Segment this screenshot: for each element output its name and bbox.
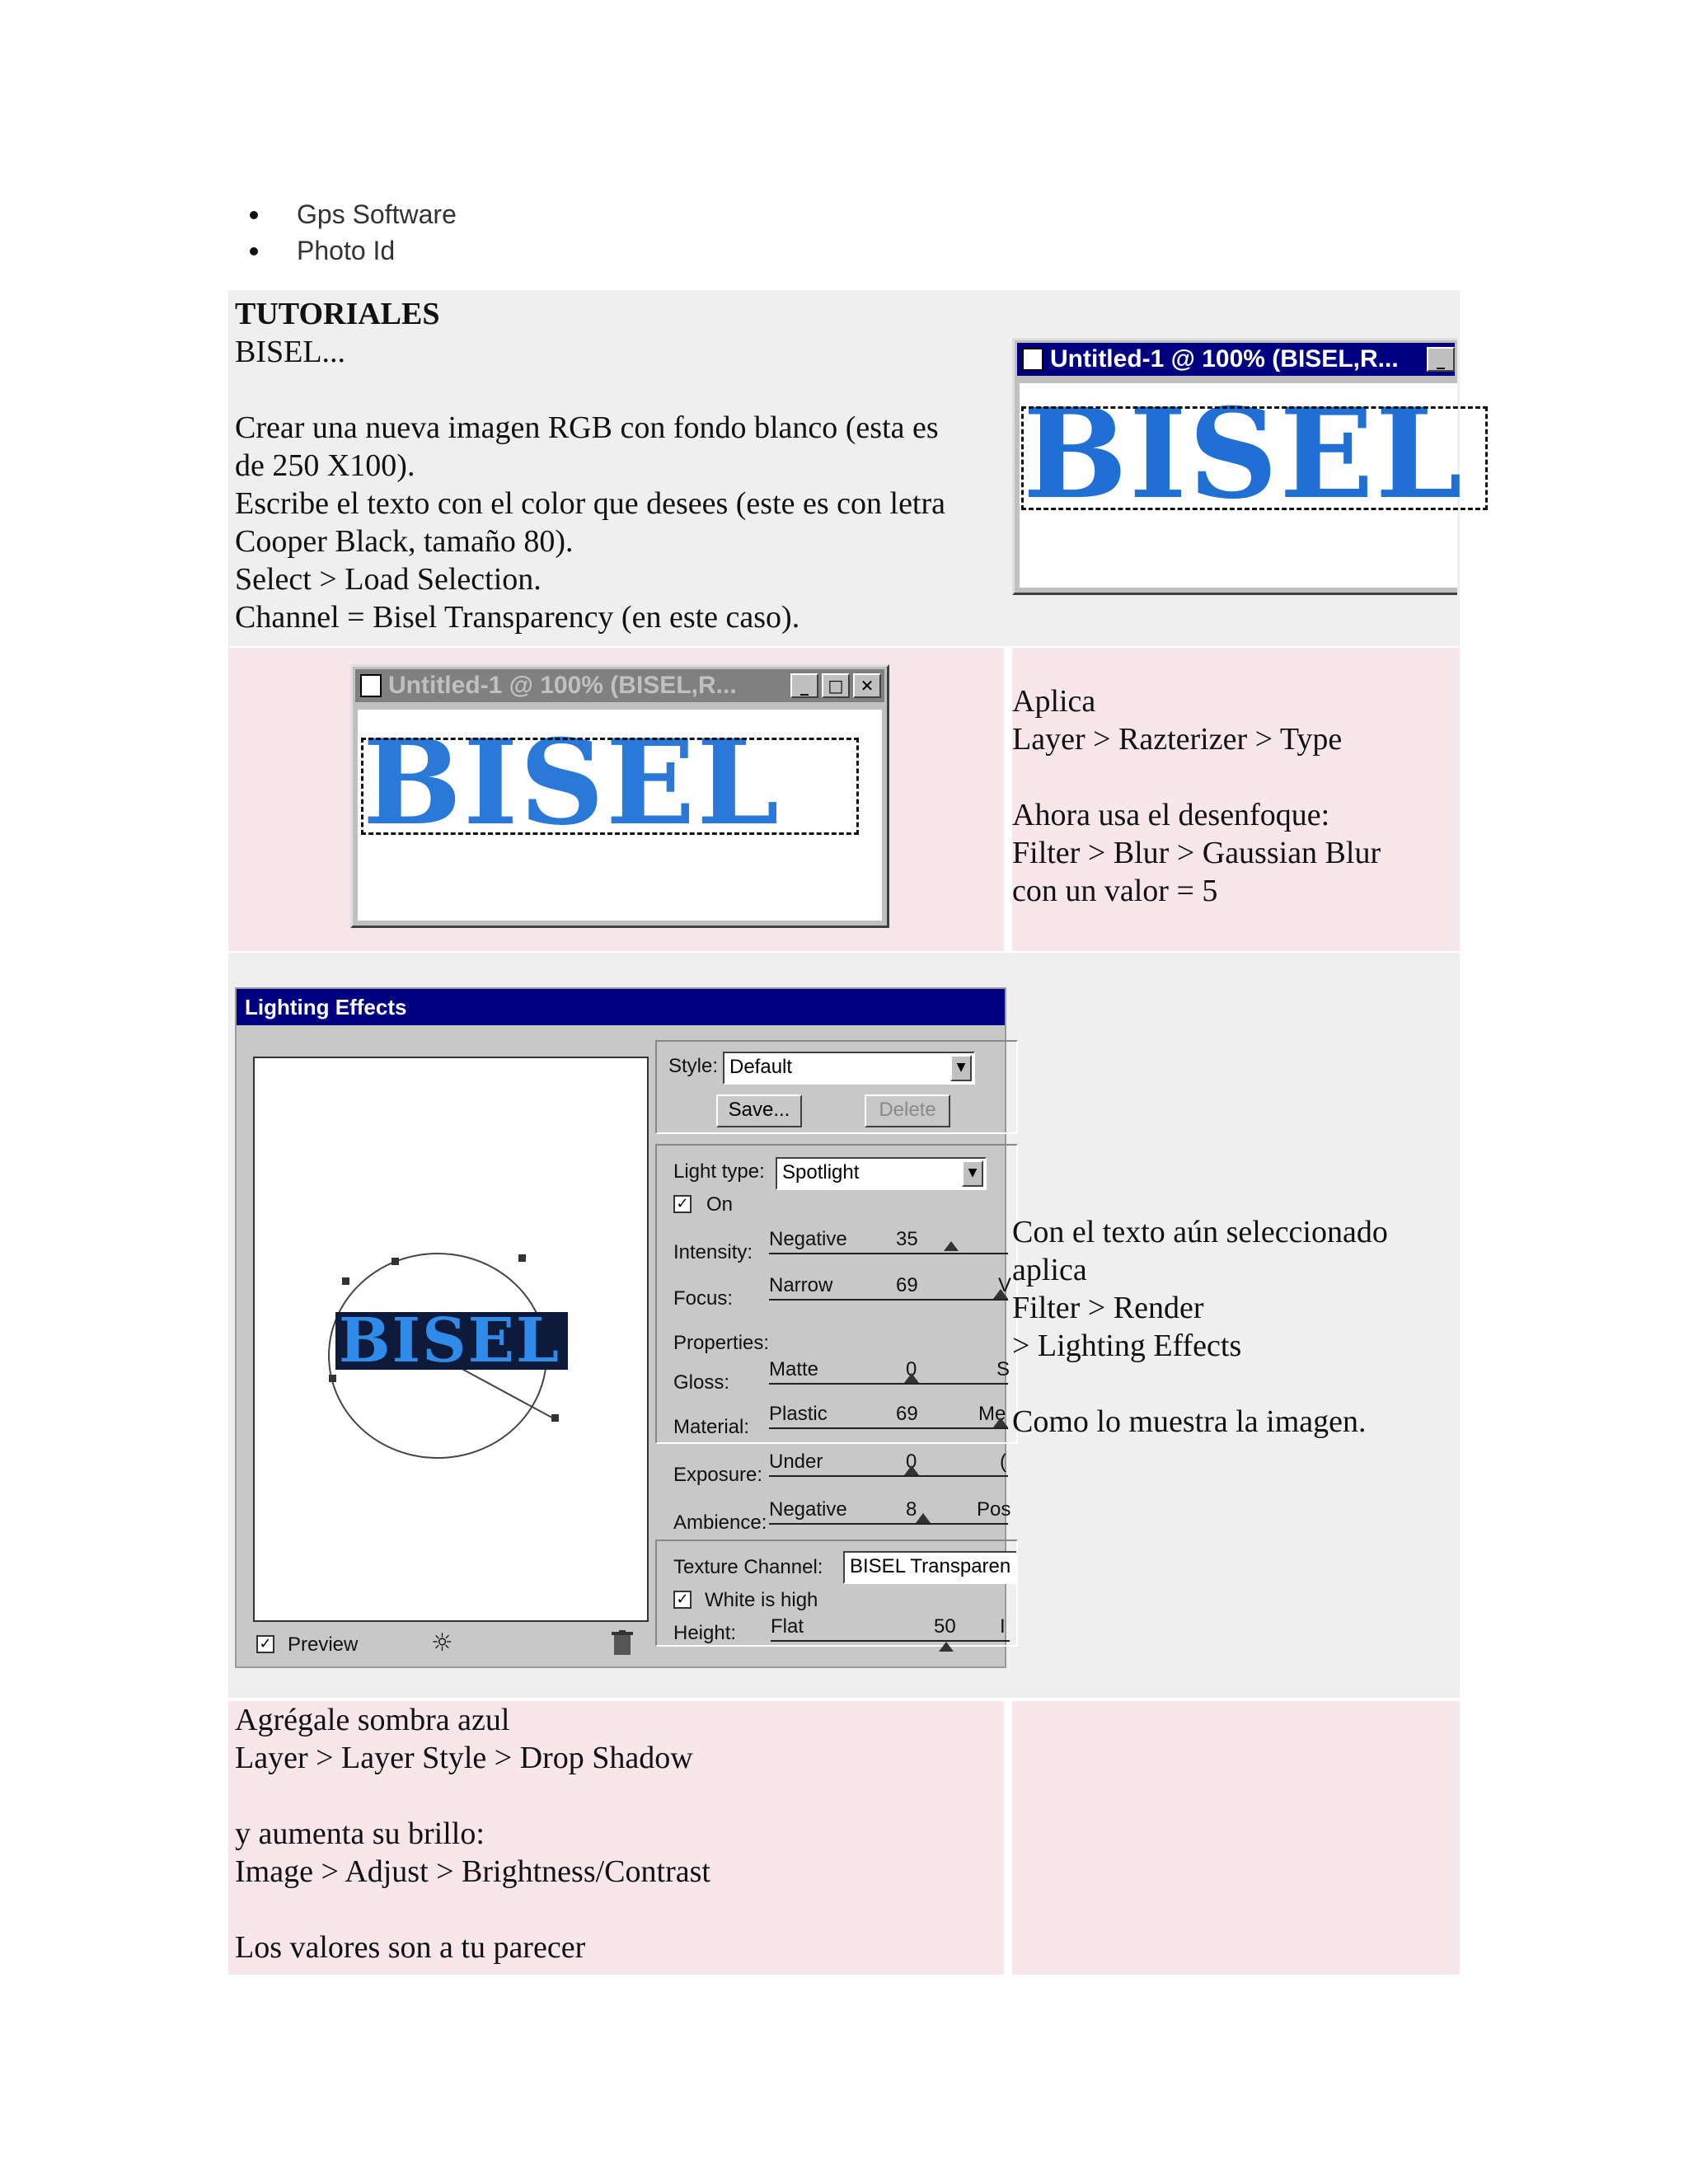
step3-text [1012,1213,1457,1441]
minimize-button[interactable]: _ [1427,347,1455,372]
selection-marquee [1021,406,1488,510]
material-label: Material: [673,1416,750,1438]
bullet-icon [250,247,258,255]
height-slider-thumb[interactable] [939,1642,954,1652]
step1-line: Select > Load Selection. [235,562,542,597]
height-right-label: I [1000,1615,1006,1638]
chevron-down-icon[interactable]: ▼ [962,1160,983,1187]
ambience-right-label: Pos [977,1498,1011,1521]
intensity-value: 35 [896,1228,918,1250]
window-titlebar [1017,343,1455,376]
style-label: Style: [668,1055,719,1077]
bullet-icon [250,211,258,219]
step2-line: Ahora usa el desenfoque: [1012,798,1330,832]
focus-right-label: V [998,1274,1012,1296]
step3-line: aplica [1012,1253,1087,1287]
window-title: Untitled-1 @ 100% (BISEL,R... [388,672,737,699]
gloss-right-label: S [996,1358,1010,1380]
ambience-left-label: Negative [769,1498,847,1521]
height-value: 50 [934,1615,956,1638]
properties-label: Properties: [673,1332,770,1354]
chevron-down-icon[interactable]: ▼ [950,1055,972,1081]
photoshop-window-1 [1012,338,1465,595]
step3-line: Como lo muestra la imagen. [1012,1404,1367,1439]
maximize-button[interactable]: □ [822,673,850,698]
link-gps-software[interactable]: Gps Software [297,199,457,229]
on-checkbox[interactable]: ✓ [673,1195,692,1213]
focus-slider-thumb[interactable] [993,1289,1008,1299]
step1-line: Escribe el texto con el color que desees (este es con letra [235,486,946,521]
save-button[interactable]: Save... [716,1094,802,1127]
ambience-value: 8 [906,1498,917,1521]
dialog-title: Lighting Effects [237,989,1005,1025]
lighting-effects-dialog [235,987,1012,1668]
exposure-label: Exposure: [673,1464,763,1486]
exposure-left-label: Under [769,1451,823,1473]
gloss-value: 0 [906,1358,917,1380]
texture-channel-value: BISEL Transparen [850,1555,1011,1577]
gloss-left-label: Matte [769,1358,819,1380]
ambience-slider-thumb[interactable] [916,1513,931,1523]
intensity-left-label: Negative [769,1228,847,1250]
white-is-high-label: White is high [705,1589,818,1611]
material-value: 69 [896,1403,918,1425]
intensity-label: Intensity: [673,1241,753,1263]
bisel-art-text: BISEL [1023,382,1465,527]
intensity-slider-thumb[interactable] [944,1241,959,1251]
light-type-label: Light type: [673,1160,765,1183]
focus-left-label: Narrow [769,1274,833,1296]
height-slider[interactable] [771,1640,1010,1642]
step1-line: de 250 X100). [235,448,415,483]
lightbulb-icon[interactable]: ☼ [431,1629,453,1657]
focus-value: 69 [896,1274,918,1296]
document-canvas [1020,382,1465,588]
minimize-button[interactable]: _ [790,673,818,698]
step4-line: Image > Adjust > Brightness/Contrast [235,1854,710,1889]
step4-line: Agrégale sombra azul [235,1703,510,1737]
intensity-slider[interactable] [769,1253,1008,1254]
material-left-label: Plastic [769,1403,828,1425]
preview-checkbox[interactable]: ✓ [256,1635,274,1653]
preview-area[interactable] [253,1057,649,1622]
preview-bisel-text: BISEL [339,1305,561,1376]
material-slider-thumb[interactable] [993,1418,1008,1427]
tutorial-subtitle: BISEL... [235,335,346,369]
close-button[interactable]: ✕ [853,673,881,698]
preview-image [335,1305,568,1376]
step1-line: Crear una nueva imagen RGB con fondo blanco (esta es [235,410,939,445]
style-dropdown[interactable] [723,1052,975,1085]
tutorial-table-row-4-right [1012,1701,1460,1975]
light-type-value: Spotlight [782,1161,860,1183]
material-right-label: Me [978,1403,1006,1425]
step4-line: Los valores son a tu parecer [235,1930,586,1965]
selection-marquee [361,738,859,835]
step3-line: Con el texto aún seleccionado [1012,1215,1388,1249]
step2-line: Layer > Razterizer > Type [1012,722,1343,757]
on-label: On [706,1193,734,1216]
exposure-right-label: ( [1000,1451,1006,1473]
light-type-dropdown[interactable] [776,1157,987,1190]
step4-line: y aumenta su brillo: [235,1816,485,1851]
texture-channel-dropdown[interactable] [843,1551,1016,1584]
document-icon [360,674,382,697]
focus-label: Focus: [673,1287,734,1310]
document-icon [1022,348,1043,371]
step2-line: Filter > Blur > Gaussian Blur [1012,836,1381,870]
step3-line: Filter > Render [1012,1291,1204,1325]
material-slider[interactable] [769,1427,1008,1429]
step4-line: Layer > Layer Style > Drop Shadow [235,1741,693,1775]
focus-slider[interactable] [769,1299,1008,1301]
ambience-label: Ambience: [673,1511,767,1534]
height-left-label: Flat [771,1615,804,1638]
related-links-list [243,196,457,269]
exposure-slider-thumb[interactable] [904,1465,919,1475]
gloss-slider[interactable] [769,1383,1008,1385]
step1-line: Channel = Bisel Transparency (en este caso). [235,600,800,635]
step3-line: > Lighting Effects [1012,1329,1242,1363]
window-title: Untitled-1 @ 100% (BISEL,R... [1050,345,1399,373]
delete-button[interactable]: Delete [865,1094,950,1127]
height-label: Height: [673,1622,737,1644]
preview-label: Preview [288,1633,359,1656]
photoshop-window-2 [350,664,889,928]
step2-line: Aplica [1012,684,1096,719]
step4-text [235,1701,1001,1966]
link-photo-id[interactable]: Photo Id [297,236,396,265]
link-item[interactable] [243,232,457,269]
step2-line: con un valor = 5 [1012,874,1218,908]
ambience-slider[interactable] [769,1523,1008,1525]
gloss-slider-thumb[interactable] [904,1373,919,1383]
exposure-slider[interactable] [769,1475,1008,1477]
gloss-label: Gloss: [673,1371,730,1394]
trash-icon[interactable] [611,1630,634,1655]
texture-channel-label: Texture Channel: [673,1556,823,1578]
step2-text [1012,682,1457,910]
document-canvas [358,710,882,921]
style-value: Default [729,1056,793,1078]
bisel-art-text: BISEL [363,715,781,851]
window-titlebar [355,669,884,702]
exposure-value: 0 [906,1451,917,1473]
white-is-high-checkbox[interactable]: ✓ [673,1591,692,1609]
step1-line: Cooper Black, tamaño 80). [235,524,574,559]
link-item[interactable] [243,196,457,232]
tutorial-heading: TUTORIALES [235,297,440,331]
step1-text [235,295,1010,636]
